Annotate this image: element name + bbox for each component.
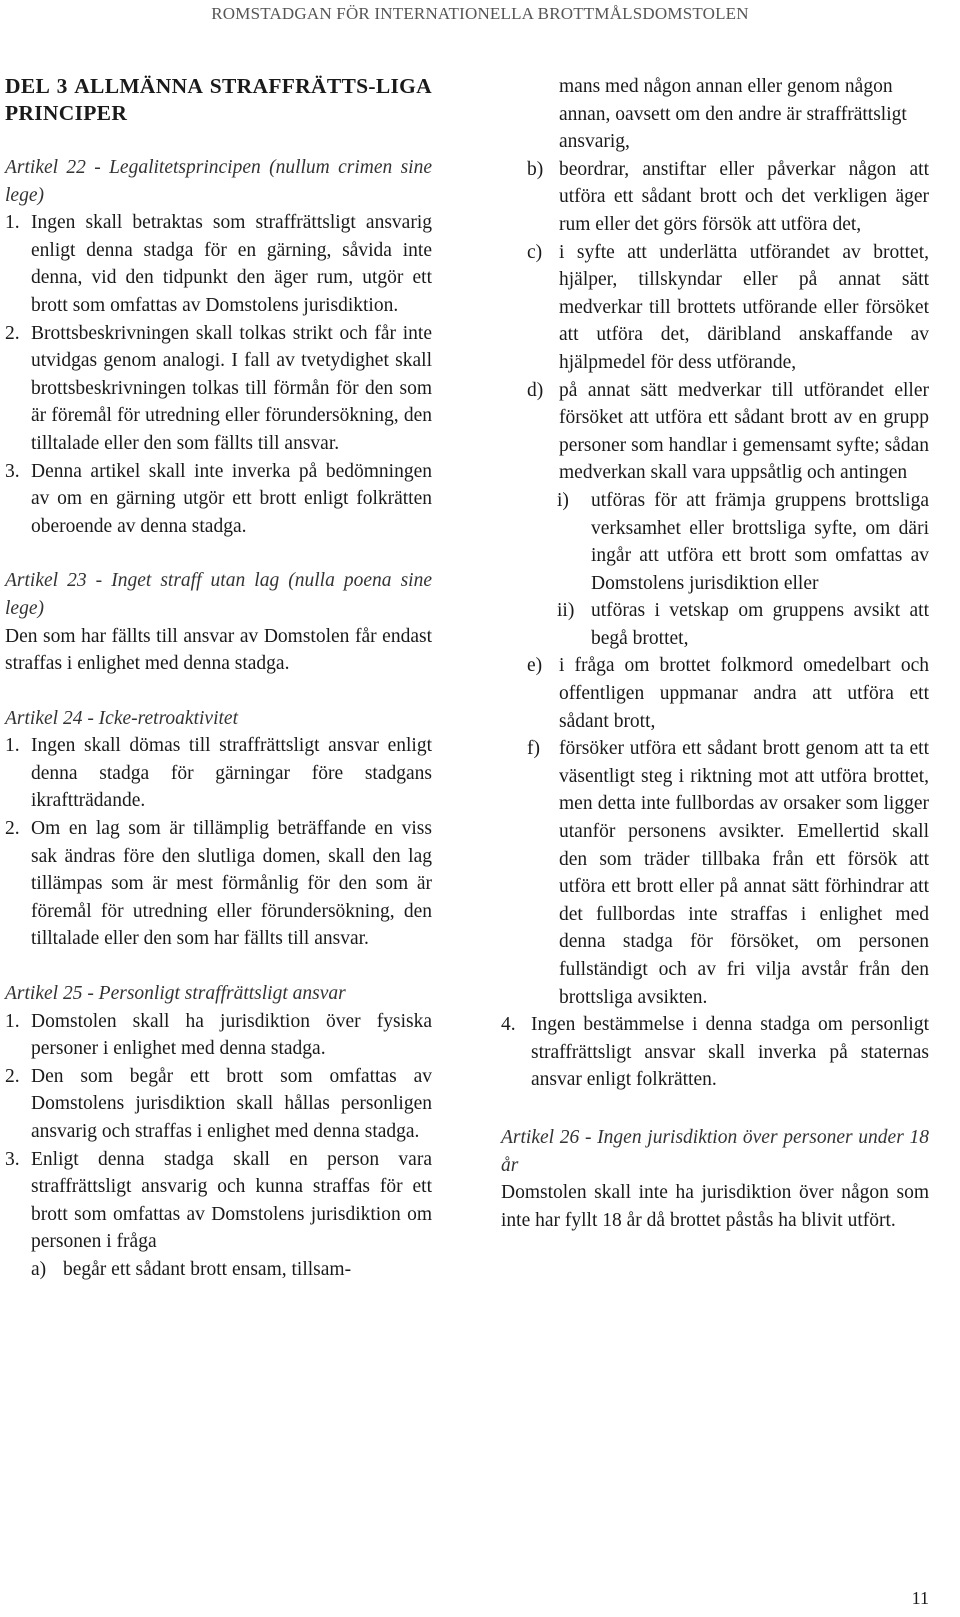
article-25-item-b: b) beordrar, anstiftar eller påverkar någon att utföra ett sådant brott och det verkligen äger rum eller det görs försök att utföra det,	[527, 158, 929, 235]
article-23-body: Den som har fällts till ansvar av Domstolen får endast straffas i enlighet med denna stadga.	[5, 625, 432, 675]
right-column	[501, 73, 929, 1234]
article-22-paragraph-1: 1. Ingen skall betraktas som straffrättsligt ansvarig enligt denna stadga för en gärning, såvida inte denna, vid den tidpunkt den äger rum, utgör ett brott som omfattas av Domstolens jurisdiktion.	[5, 212, 432, 316]
article-22-paragraph-2: 2. Brottsbeskrivningen skall tolkas strikt och får inte utvidgas genom analogi. I fall av tvetydighet skall brottsbeskrivningen tolkas till förmån för den som är föremål för utredning eller förundersökning, den tilltalade eller den som fällts till ansvar.	[5, 322, 432, 454]
article-22-paragraph-3: 3. Denna artikel skall inte inverka på bedömningen av om en gärning utgör ett brott enligt folkrätten oberoende av denna stadga.	[5, 460, 432, 537]
article-25-paragraph-1: 1. Domstolen skall ha jurisdiktion över fysiska personer i enlighet med denna stadga.	[5, 1010, 432, 1060]
article-25-item-e: e) i fråga om brottet folkmord omedelbart och offentligen uppmanar andra att utföra ett sådant brott,	[527, 655, 929, 732]
running-header: ROMSTADGAN FÖR INTERNATIONELLA BROTTMÅLSDOMSTOLEN	[211, 4, 749, 23]
article-26-body: Domstolen skall inte ha jurisdiktion över någon som inte har fyllt 18 år då brottet påstås ha blivit utfört.	[501, 1182, 929, 1231]
article-25-item-f: f) försöker utföra ett sådant brott genom att ta ett väsentligt steg i riktning mot att utföra brottet, men detta inte fullbordas av orsaker som ligger utanför personens avsikter. Emellertid skall den som träder tillbaka från ett försök att utföra ett brott eller på annat sätt förhindrar att det fullbordas inte straffas i enlighet med denna stadga för försöket, om personen fullständigt och av fri vilja avstår från den brottsliga avsikten.	[527, 738, 929, 1008]
article-22-title: Artikel 22 - Legalitetsprincipen (nullum crimen sine lege)	[5, 157, 432, 206]
article-25-paragraph-3: 3. Enligt denna stadga skall en person vara straffrättsligt ansvarig och kunna straffas för ett brott som omfattas av Domstolens jurisdiktion om personen i fråga	[5, 1148, 432, 1253]
page-number: 11	[911, 1588, 929, 1608]
article-24-title: Artikel 24 - Icke-retroaktivitet	[5, 707, 238, 729]
article-26-title: Artikel 26 - Ingen jurisdiktion över personer under 18 år	[501, 1126, 929, 1176]
article-25-item-d: d) på annat sätt medverkar till utförandet eller försöket att utföra ett sådant brott av en grupp personer som handlar i gemensamt syfte; sådan medverkan skall vara uppsåtlig och antingen	[527, 379, 929, 484]
left-column	[5, 73, 432, 1284]
part-title: DEL 3 ALLMÄNNA STRAFFRÄTTS-LIGA PRINCIPER	[5, 74, 432, 125]
article-25-item-c: c) i syfte att underlätta utförandet av brottet, hjälper, tillskyndar eller på annat sätt medverkar till brottets utförande eller försöket att utföra det, däribland anskaffande av hjälpmedel för dess utförande,	[527, 241, 929, 373]
article-24-paragraph-2: 2. Om en lag som är tillämplig beträffande en viss sak ändras före den slutliga domen, skall den lag tillämpas som är mest förmånlig för den som är föremål för utredning eller förundersökning, den tilltalade eller den som har fällts till ansvar.	[5, 818, 432, 950]
article-25-item-a: a) begår ett sådant brott ensam, tillsam-	[31, 1258, 352, 1280]
article-25-item-a-continued: mans med någon annan eller genom någon annan, oavsett om den andre är straffrättsligt ansvarig,	[559, 76, 907, 153]
article-25-paragraph-4: 4. Ingen bestämmelse i denna stadga om personligt straffrättsligt ansvar skall inverka på staternas ansvar enligt folkrätten.	[501, 1014, 929, 1091]
article-25-title: Artikel 25 - Personligt straffrättsligt ansvar	[5, 983, 346, 1005]
article-25-item-d-ii: ii) utföras i vetskap om gruppens avsikt att begå brottet,	[557, 600, 929, 649]
article-25-item-d-i: i) utföras för att främja gruppens brottsliga verksamhet eller brottsliga syfte, om däri ingår att utföra ett brott som omfattas av Domstolens jurisdiktion eller	[557, 489, 929, 594]
article-25-paragraph-2: 2. Den som begår ett brott som omfattas av Domstolens jurisdiktion skall hållas personligen ansvarig och straffas i enlighet med denna stadga.	[5, 1065, 432, 1142]
article-24-paragraph-1: 1. Ingen skall dömas till straffrättsligt ansvar enligt denna stadga för gärningar före stadgans ikraftträdande.	[5, 735, 432, 812]
article-23-title: Artikel 23 - Inget straff utan lag (nulla poena sine lege)	[5, 570, 432, 619]
